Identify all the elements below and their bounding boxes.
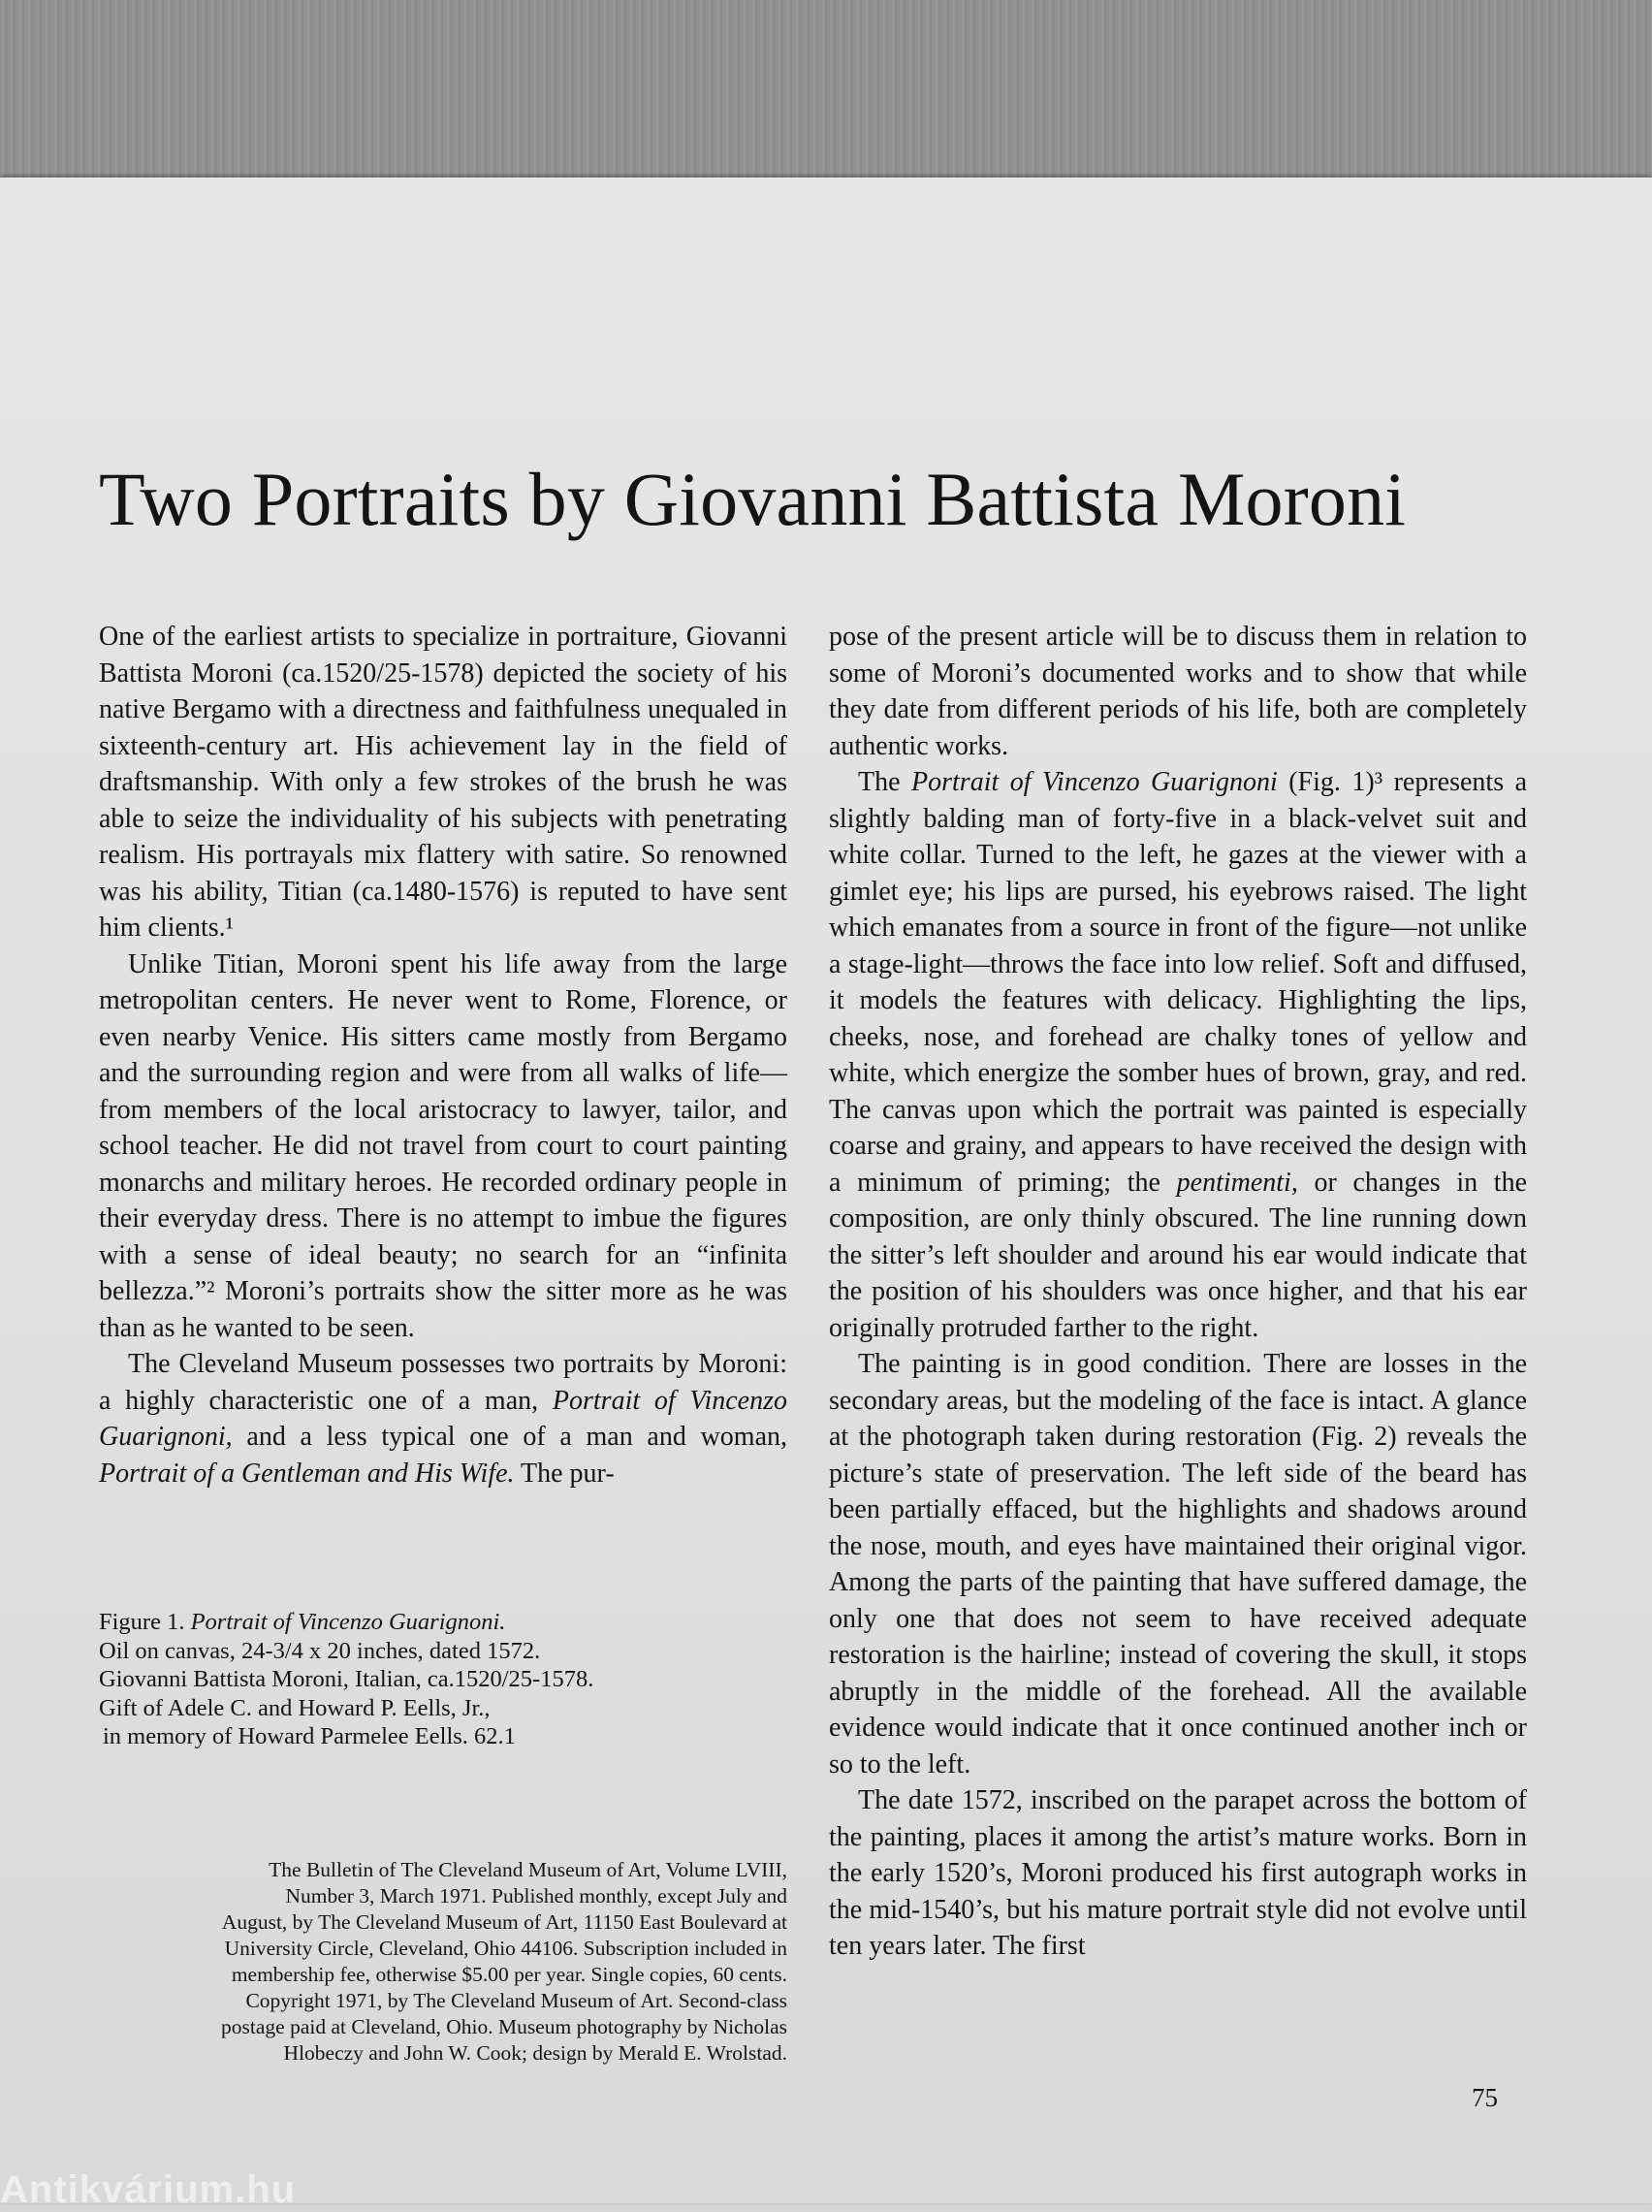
right-column [829,619,1527,1965]
caption-line: in memory of Howard Parmelee Eells. 62.1 [103,1723,516,1749]
caption-line: Giovanni Battista Moroni, Italian, ca.1520/25-1578. [99,1666,594,1692]
colophon-line: University Circle, Cleveland, Ohio 44106. Subscription included in [224,1937,787,1960]
paragraph-condition: The painting is in good condition. There are losses in the secondary areas, but the modeling of the face is intact. A glance at the photograph taken during restoration (Fig. 2) reveals the picture’s state of preservation. The left side of the beard has been partially effaced, but the highlights and shadows around the nose, mouth, and eyes have maintained their original vigor. Among the parts of the painting that have suffered damage, the only one that does not seem to have received adequate restoration is the hairline; instead of covering the skull, it stops abruptly in the middle of the forehead. All the available evidence would indicate that it once continued another inch or so to the left. [829,1349,1527,1779]
colophon-line: membership fee, otherwise $5.00 per year. Single copies, 60 cents. [231,1963,787,1986]
artwork-title: Portrait of Vincenzo Guarignoni [911,767,1278,797]
caption-line: Oil on canvas, 24-3/4 x 20 inches, dated 1572. [99,1637,541,1664]
artwork-title: Portrait of a Gentleman and His Wife. [99,1458,515,1489]
artwork-title: Portrait of Vincenzo Guarignoni, [99,1385,787,1452]
article-title: Two Portraits by Giovanni Battista Moroni [99,457,1407,541]
left-column [99,619,787,1491]
figure-caption: Figure 1. Portrait of Vincenzo Guarignoni. Oil on canvas, 24-3/4 x 20 inches, dated 1572. Giovanni Battista Moroni, Italian, ca.1520/25-1578. Gift of Adele C. and Howard P. Eells, Jr., in memory of Howard Parmelee Eells. 62.1 [99,1608,758,1751]
paragraph-titian: Unlike Titian, Moroni spent his life away from the large metropolitan centers. He never went to Rome, Florence, or even nearby Venice. His sitters came mostly from Bergamo and the surrounding region and were from all walks of life—from members of the local aristocracy to lawyer, tailor, and school teacher. He did not travel from court to court painting monarchs and military heroes. He recorded ordinary people in their everyday dress. There is no attempt to imbue the figures with a sense of ideal beauty; no search for an “infinita bellezza.”² Moroni’s portraits show the sitter more as he was than as he wanted to be seen. [99,948,787,1343]
paragraph-date: The date 1572, inscribed on the parapet across the bottom of the painting, places it among the artist’s mature works. Born in the early 1520’s, Moroni produced his first autograph works in the mid-1540’s, but his mature portrait style did not evolve until ten years later. The first [829,1785,1527,1961]
colophon-line: postage paid at Cleveland, Ohio. Museum photography by Nicholas [221,2015,787,2038]
colophon-line: Copyright 1971, by The Cleveland Museum of Art. Second-class [245,1989,787,2012]
watermark: Antikvárium.hu [0,2168,297,2211]
background-surface [0,0,1652,184]
paragraph-purpose: pose of the present article will be to discuss them in relation to some of Moroni’s documented works and to show that while they date from different periods of his life, both are completely authentic works. [829,622,1527,761]
page-number: 75 [1472,2083,1498,2112]
italic-term: pentimenti, [1176,1167,1298,1198]
colophon-line: The Bulletin of The Cleveland Museum of Art, Volume LVIII, [269,1858,787,1881]
caption-line: Gift of Adele C. and Howard P. Eells, Jr., [99,1694,491,1721]
colophon-line: August, by The Cleveland Museum of Art, 11150 East Boulevard at [221,1910,787,1934]
colophon [99,1857,787,2067]
colophon-line: Hlobeczy and John W. Cook; design by Merald E. Wrolstad. [283,2041,787,2065]
caption-title: Portrait of Vincenzo Guarignoni. [190,1609,506,1635]
colophon-line: Number 3, March 1971. Published monthly, except July and [285,1884,787,1907]
paragraph-cleveland: The Cleveland Museum possesses two portraits by Moroni: a highly characteristic one of a man, Portrait of Vincenzo Guarignoni, and a less typical one of a man and woman, Portrait of a Gentleman and His Wife. The pur- [99,1349,787,1489]
paragraph-intro: One of the earliest artists to specialize in portraiture, Giovanni Battista Moroni (ca.1520/25-1578) depicted the society of his native Bergamo with a directness and faithfulness unequaled in sixteenth-century art. His achievement lay in the field of draftsmanship. With only a few strokes of the brush he was able to seize the individuality of his subjects with penetrating realism. His portrayals mix flattery with satire. So renowned was his ability, Titian (ca.1480-1576) is reputed to have sent him clients.¹ [99,622,787,943]
paragraph-portrait-description: The Portrait of Vincenzo Guarignoni (Fig. 1)³ represents a slightly balding man of forty-five in a black-velvet suit and white collar. Turned to the left, he gazes at the viewer with a gimlet eye; his lips are pursed, his eyebrows raised. The light which emanates from a source in front of the figure—not unlike a stage-light—throws the face into low relief. Soft and diffused, it models the features with delicacy. Highlighting the lips, cheeks, nose, and forehead are chalky tones of yellow and white, which energize the somber hues of brown, gray, and red. The canvas upon which the portrait was painted is especially coarse and grainy, and appears to have received the design with a minimum of priming; the pentimenti, or changes in the composition, are only thinly obscured. The line running down the sitter’s left shoulder and around his ear would indicate that the position of his shoulders was once higher, and that his ear originally protruded farther to the right. [829,767,1528,1343]
